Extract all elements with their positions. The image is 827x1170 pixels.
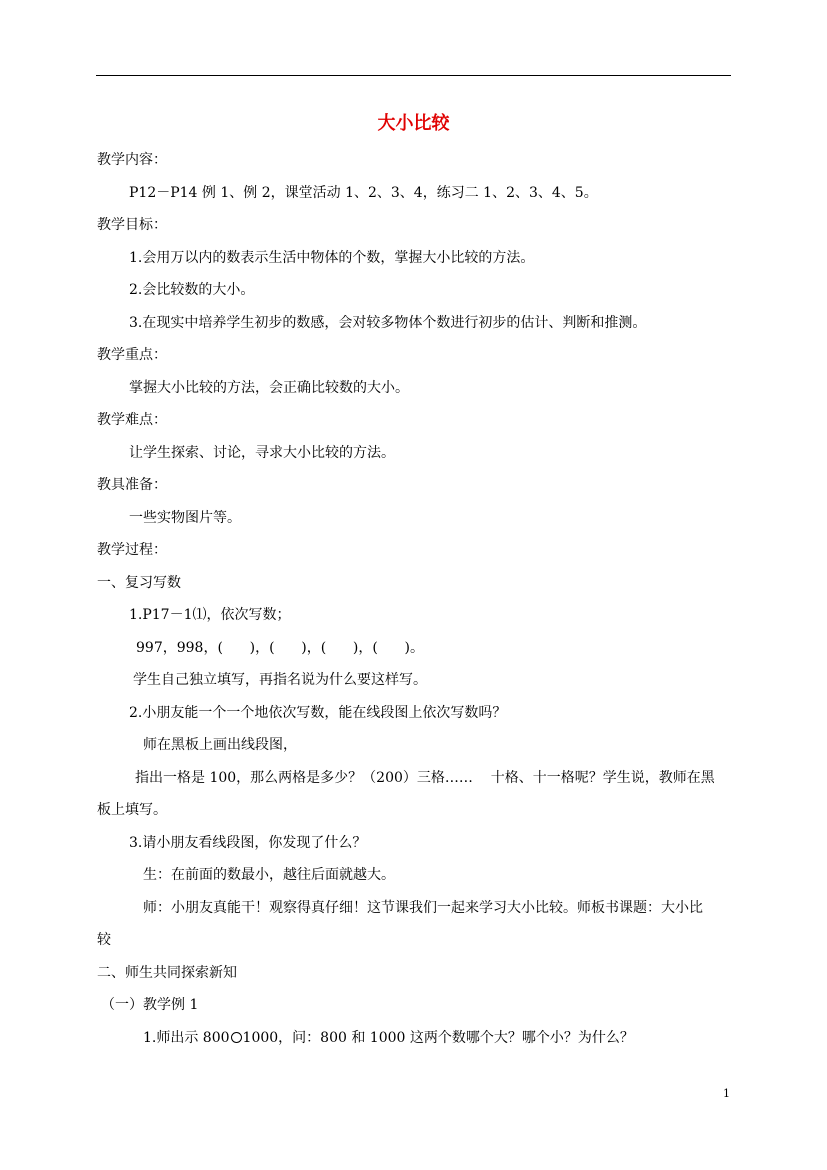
- paragraph-example-1: [143, 1028, 634, 1048]
- paragraph-teacher-remark: 师：小朋友真能干！观察得真仔细！这节课我们一起来学习大小比较。师板书课题：大小比: [143, 900, 703, 916]
- subsection-heading-example-1: （一）教学例 1: [101, 997, 199, 1013]
- page-number: 1: [723, 1087, 730, 1100]
- subsection-heading-explore: 二、师生共同探索新知: [97, 965, 237, 981]
- paragraph-line-segment: 指出一格是 100，那么两格是多少？（200）三格…… 十格、十一格呢？学生说，教师在黑: [135, 770, 715, 786]
- section-heading-materials: 教具准备：: [97, 477, 167, 493]
- paragraph-key-points: 掌握大小比较的方法，会正确比较数的大小。: [129, 380, 409, 396]
- page-title: 大小比较: [377, 113, 450, 134]
- example-1-prefix: 1.师出示 800: [143, 1030, 230, 1046]
- comparison-circle-icon: [231, 1032, 242, 1043]
- goal-item-1: 1.会用万以内的数表示生活中物体的个数，掌握大小比较的方法。: [129, 250, 535, 266]
- goal-item-2: 2.会比较数的大小。: [129, 282, 255, 298]
- paragraph-difficulty: 让学生探索、讨论，寻求大小比较的方法。: [129, 445, 395, 461]
- step-2: 2.小朋友能一个一个地依次写数，能在线段图上依次写数吗？: [129, 705, 507, 721]
- fill-in-sequence: 997，998，( )，( )，( )，( )。: [136, 640, 424, 656]
- section-heading-key-points: 教学重点：: [97, 347, 167, 363]
- header-rule: [96, 75, 731, 76]
- example-1-suffix: 1000，问：800 和 1000 这两个数哪个大？哪个小？为什么？: [242, 1030, 634, 1046]
- paragraph-materials: 一些实物图片等。: [129, 510, 241, 526]
- paragraph-teacher-remark-cont: 较: [97, 932, 111, 948]
- section-heading-process: 教学过程：: [97, 542, 167, 558]
- subsection-heading-review: 一、复习写数: [97, 575, 181, 591]
- paragraph-content: P12－P14 例 1、例 2，课堂活动 1、2、3、4，练习二 1、2、3、4、5。: [129, 185, 598, 201]
- section-heading-content: 教学内容：: [97, 152, 167, 168]
- section-heading-goals: 教学目标：: [97, 217, 167, 233]
- paragraph-step-1-note: 学生自己独立填写，再指名说为什么要这样写。: [133, 672, 427, 688]
- section-heading-difficulty: 教学难点：: [97, 412, 167, 428]
- paragraph-step-2-note: 师在黑板上画出线段图，: [143, 737, 297, 753]
- step-3: 3.请小朋友看线段图，你发现了什么？: [129, 835, 367, 851]
- paragraph-student-answer: 生：在前面的数最小，越往后面就越大。: [143, 867, 395, 883]
- step-1: 1.P17－1⑴，依次写数；: [129, 607, 291, 623]
- goal-item-3: 3.在现实中培养学生初步的数感，会对较多物体个数进行初步的估计、判断和推测。: [129, 315, 647, 331]
- paragraph-line-segment-cont: 板上填写。: [97, 802, 167, 818]
